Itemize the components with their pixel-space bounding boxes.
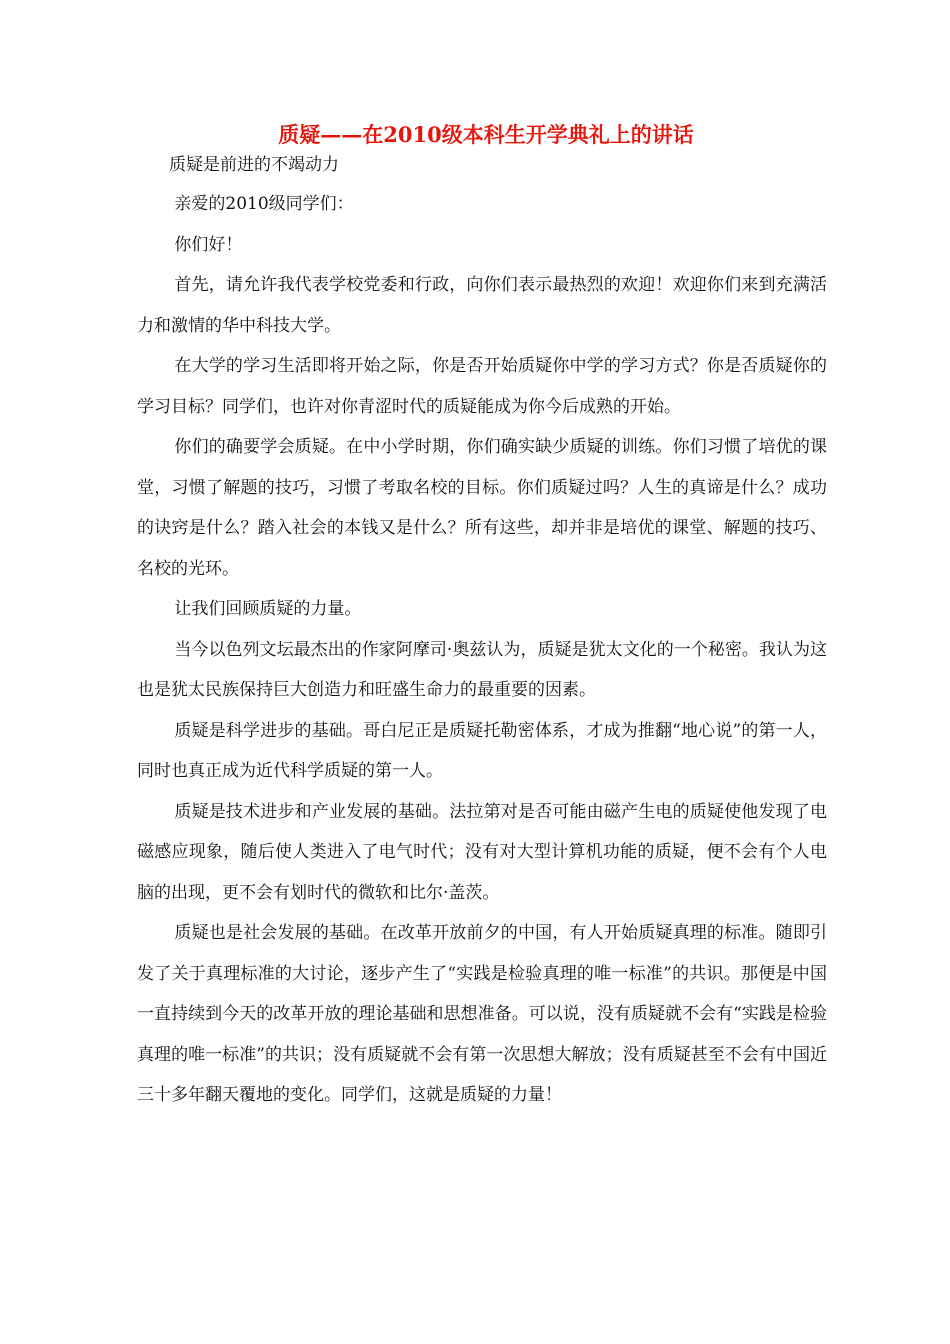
paragraph-question-study: 在大学的学习生活即将开始之际，你是否开始质疑你中学的学习方式？你是否质疑你的学习目标？同学们，也许对你青涩时代的质疑能成为你今后成熟的开始。: [137, 356, 827, 417]
paragraph-science: 质疑是科学进步的基础。哥白尼正是质疑托勒密体系，才成为推翻“地心说”的第一人，同时也真正成为近代科学质疑的第一人。: [137, 720, 827, 781]
paragraph-salutation: 亲爱的2010级同学们：: [174, 194, 354, 214]
paragraph-technology: 质疑是技术进步和产业发展的基础。法拉第对是否可能由磁产生电的质疑使他发现了电磁感应现象，随后使人类进入了电气时代；没有对大型计算机功能的质疑，便不会有个人电脑的出现，更不会有划时代的微软和比尔·盖茨。: [137, 801, 827, 903]
paragraph-review-power: 让我们回顾质疑的力量。: [174, 599, 362, 619]
paragraph-welcome: 首先，请允许我代表学校党委和行政，向你们表示最热烈的欢迎！欢迎你们来到充满活力和激情的华中科技大学。: [137, 275, 827, 336]
paragraph-learn-to-question: 你们的确要学会质疑。在中小学时期，你们确实缺少质疑的训练。你们习惯了培优的课堂，习惯了解题的技巧，习惯了考取名校的目标。你们质疑过吗？人生的真谛是什么？成功的诀窍是什么？踏入社会的本钱又是什么？所有这些，却并非是培优的课堂、解题的技巧、名校的光环。: [137, 437, 827, 579]
document-subtitle: 质疑是前进的不竭动力: [169, 155, 339, 175]
document-body: [137, 120, 827, 1116]
paragraph-society: 质疑也是社会发展的基础。在改革开放前夕的中国，有人开始质疑真理的标准。随即引发了关于真理标准的大讨论，逐步产生了“实践是检验真理的唯一标准”的共识。那便是中国一直持续到今天的改革开放的理论基础和思想准备。可以说，没有质疑就不会有“实践是检验真理的唯一标准”的共识；没有质疑就不会有第一次思想大解放；没有质疑甚至不会有中国近三十多年翻天覆地的变化。同学们，这就是质疑的力量！: [137, 923, 827, 1105]
paragraph-greeting: 你们好！: [174, 234, 243, 255]
paragraph-israel: 当今以色列文坛最杰出的作家阿摩司·奥兹认为，质疑是犹太文化的一个秘密。我认为这也是犹太民族保持巨大创造力和旺盛生命力的最重要的因素。: [137, 639, 827, 700]
document-title: 质疑——在2010级本科生开学典礼上的讲话: [278, 122, 694, 147]
